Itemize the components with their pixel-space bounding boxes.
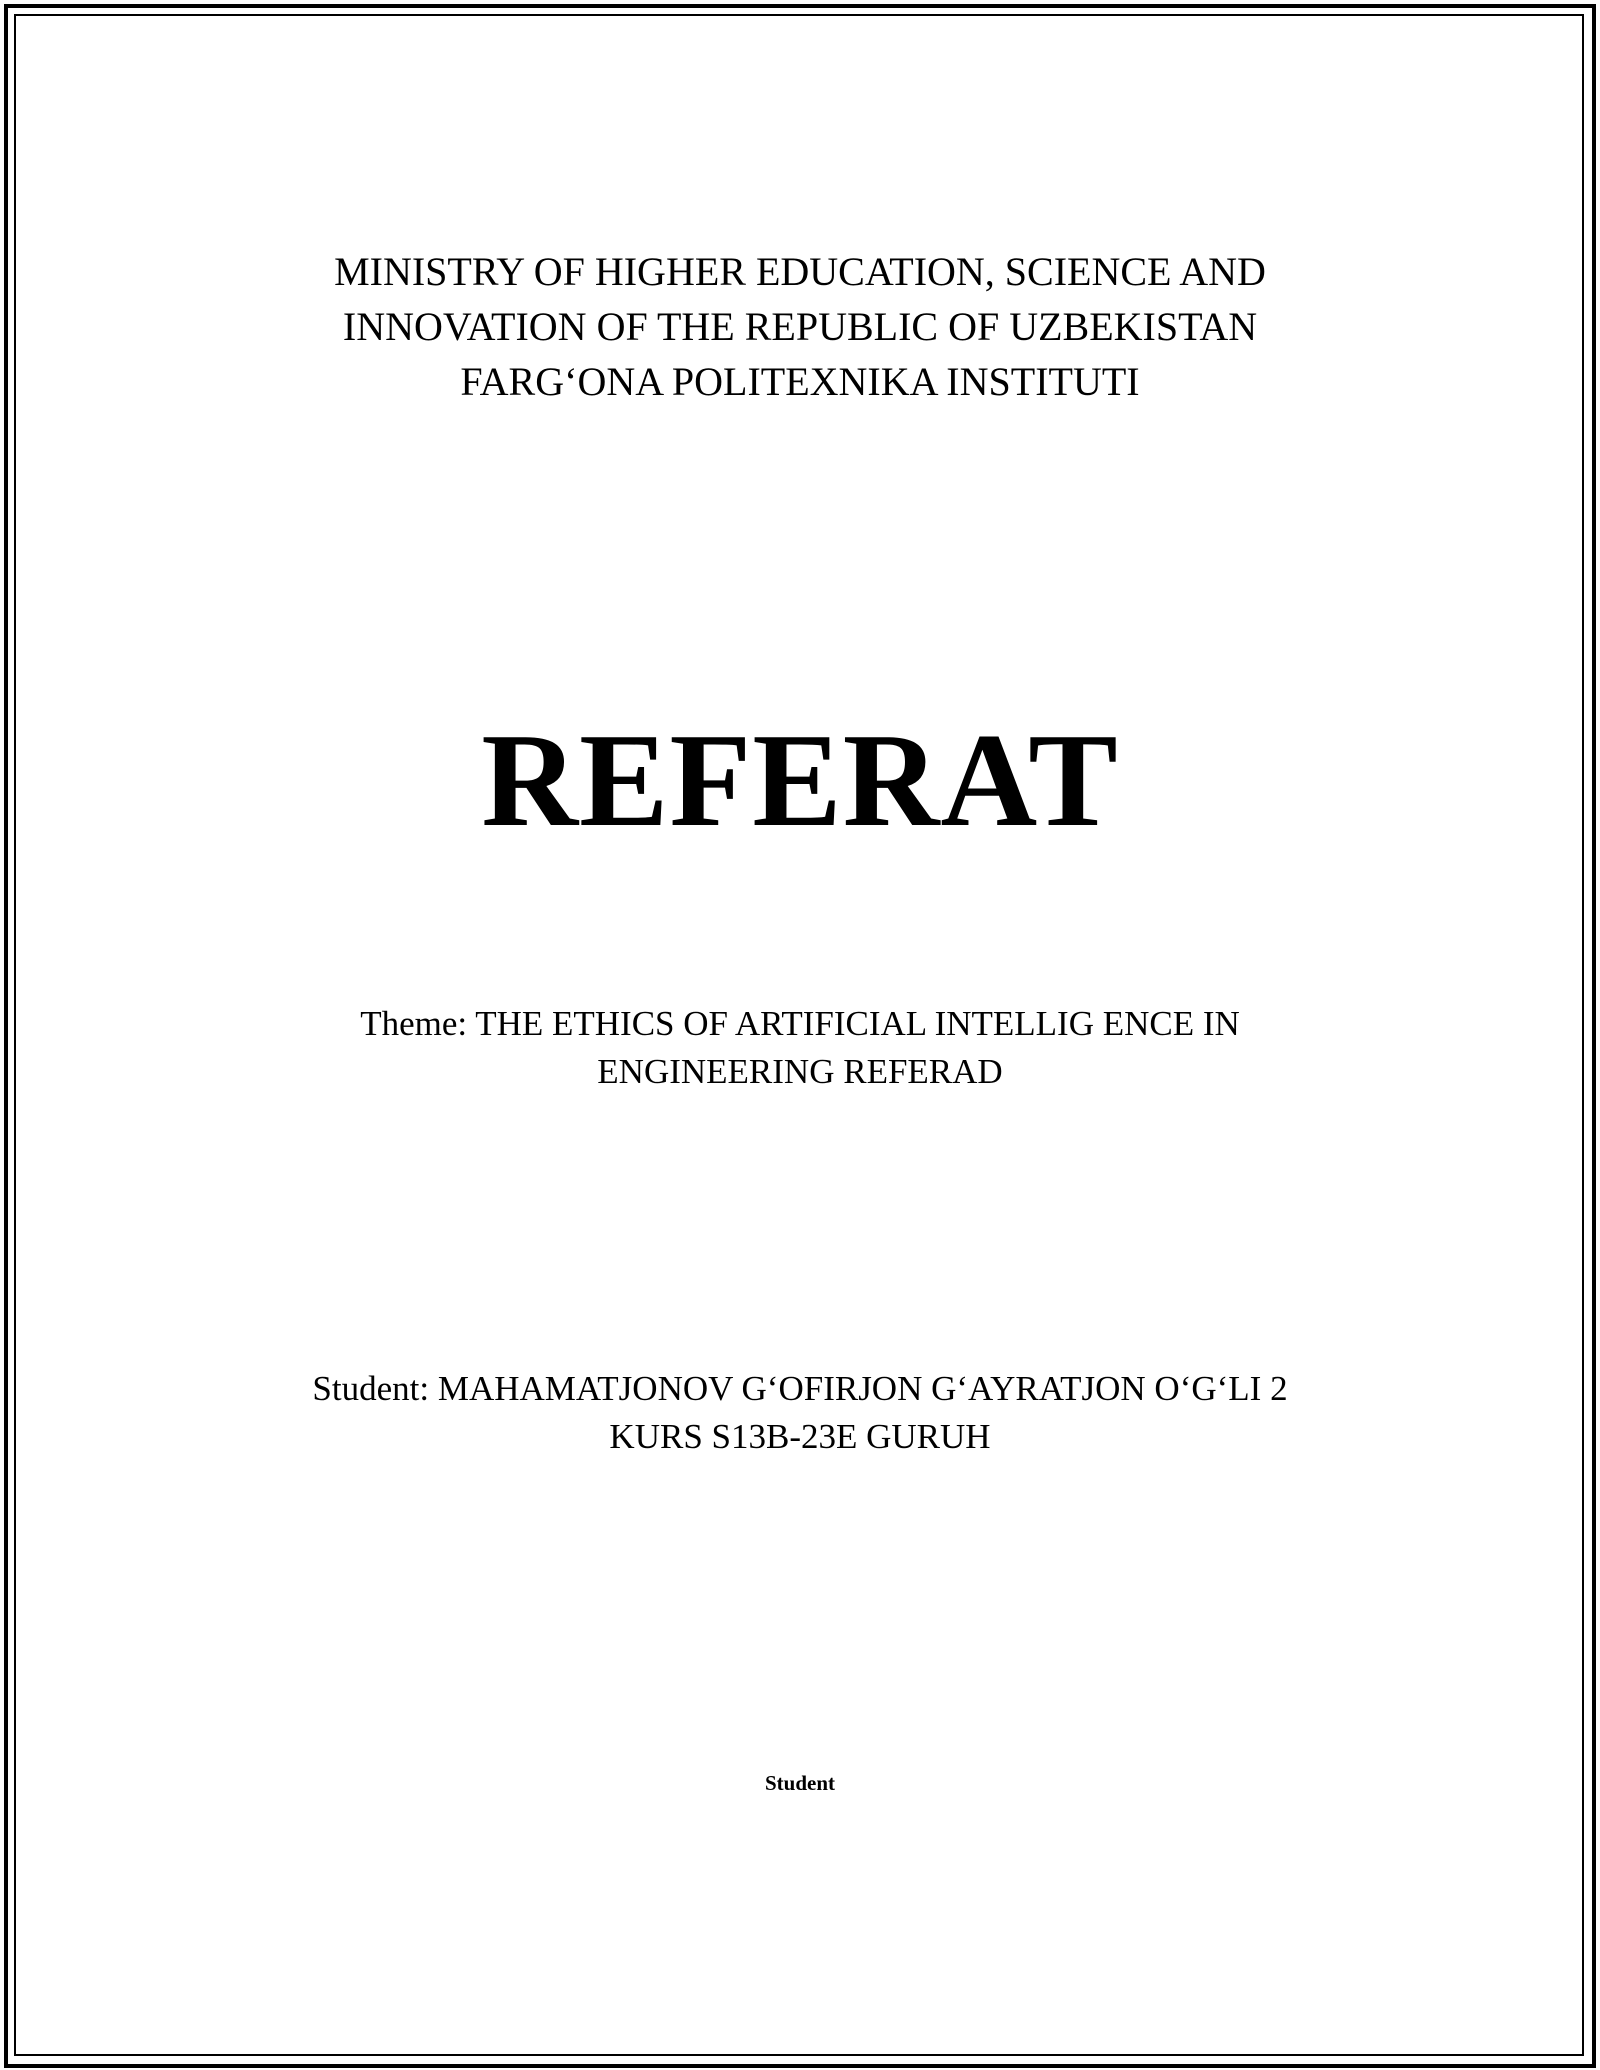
student-line-1: Student: MAHAMATJONOV G‘OFIRJON G‘AYRATJON O‘G‘LI 2 xyxy=(312,1369,1288,1408)
theme-line-2: ENGINEERING REFERAD xyxy=(597,1052,1003,1091)
theme-block xyxy=(0,1000,1600,1096)
header-line-3: FARG‘ONA POLITEXNIKA INSTITUTI xyxy=(460,359,1140,404)
theme-line-1: Theme: THE ETHICS OF ARTIFICIAL INTELLIG ENCE IN xyxy=(360,1004,1240,1043)
footer-student-label: Student xyxy=(764,1771,836,1795)
header-line-2: INNOVATION OF THE REPUBLIC OF UZBEKISTAN xyxy=(342,304,1258,349)
student-block xyxy=(0,1365,1600,1461)
document-title: REFERAT xyxy=(481,706,1119,854)
institution-header xyxy=(0,244,1600,409)
student-line-2: KURS S13B-23E GURUH xyxy=(609,1417,991,1456)
header-line-1: MINISTRY OF HIGHER EDUCATION, SCIENCE AND xyxy=(334,249,1266,294)
